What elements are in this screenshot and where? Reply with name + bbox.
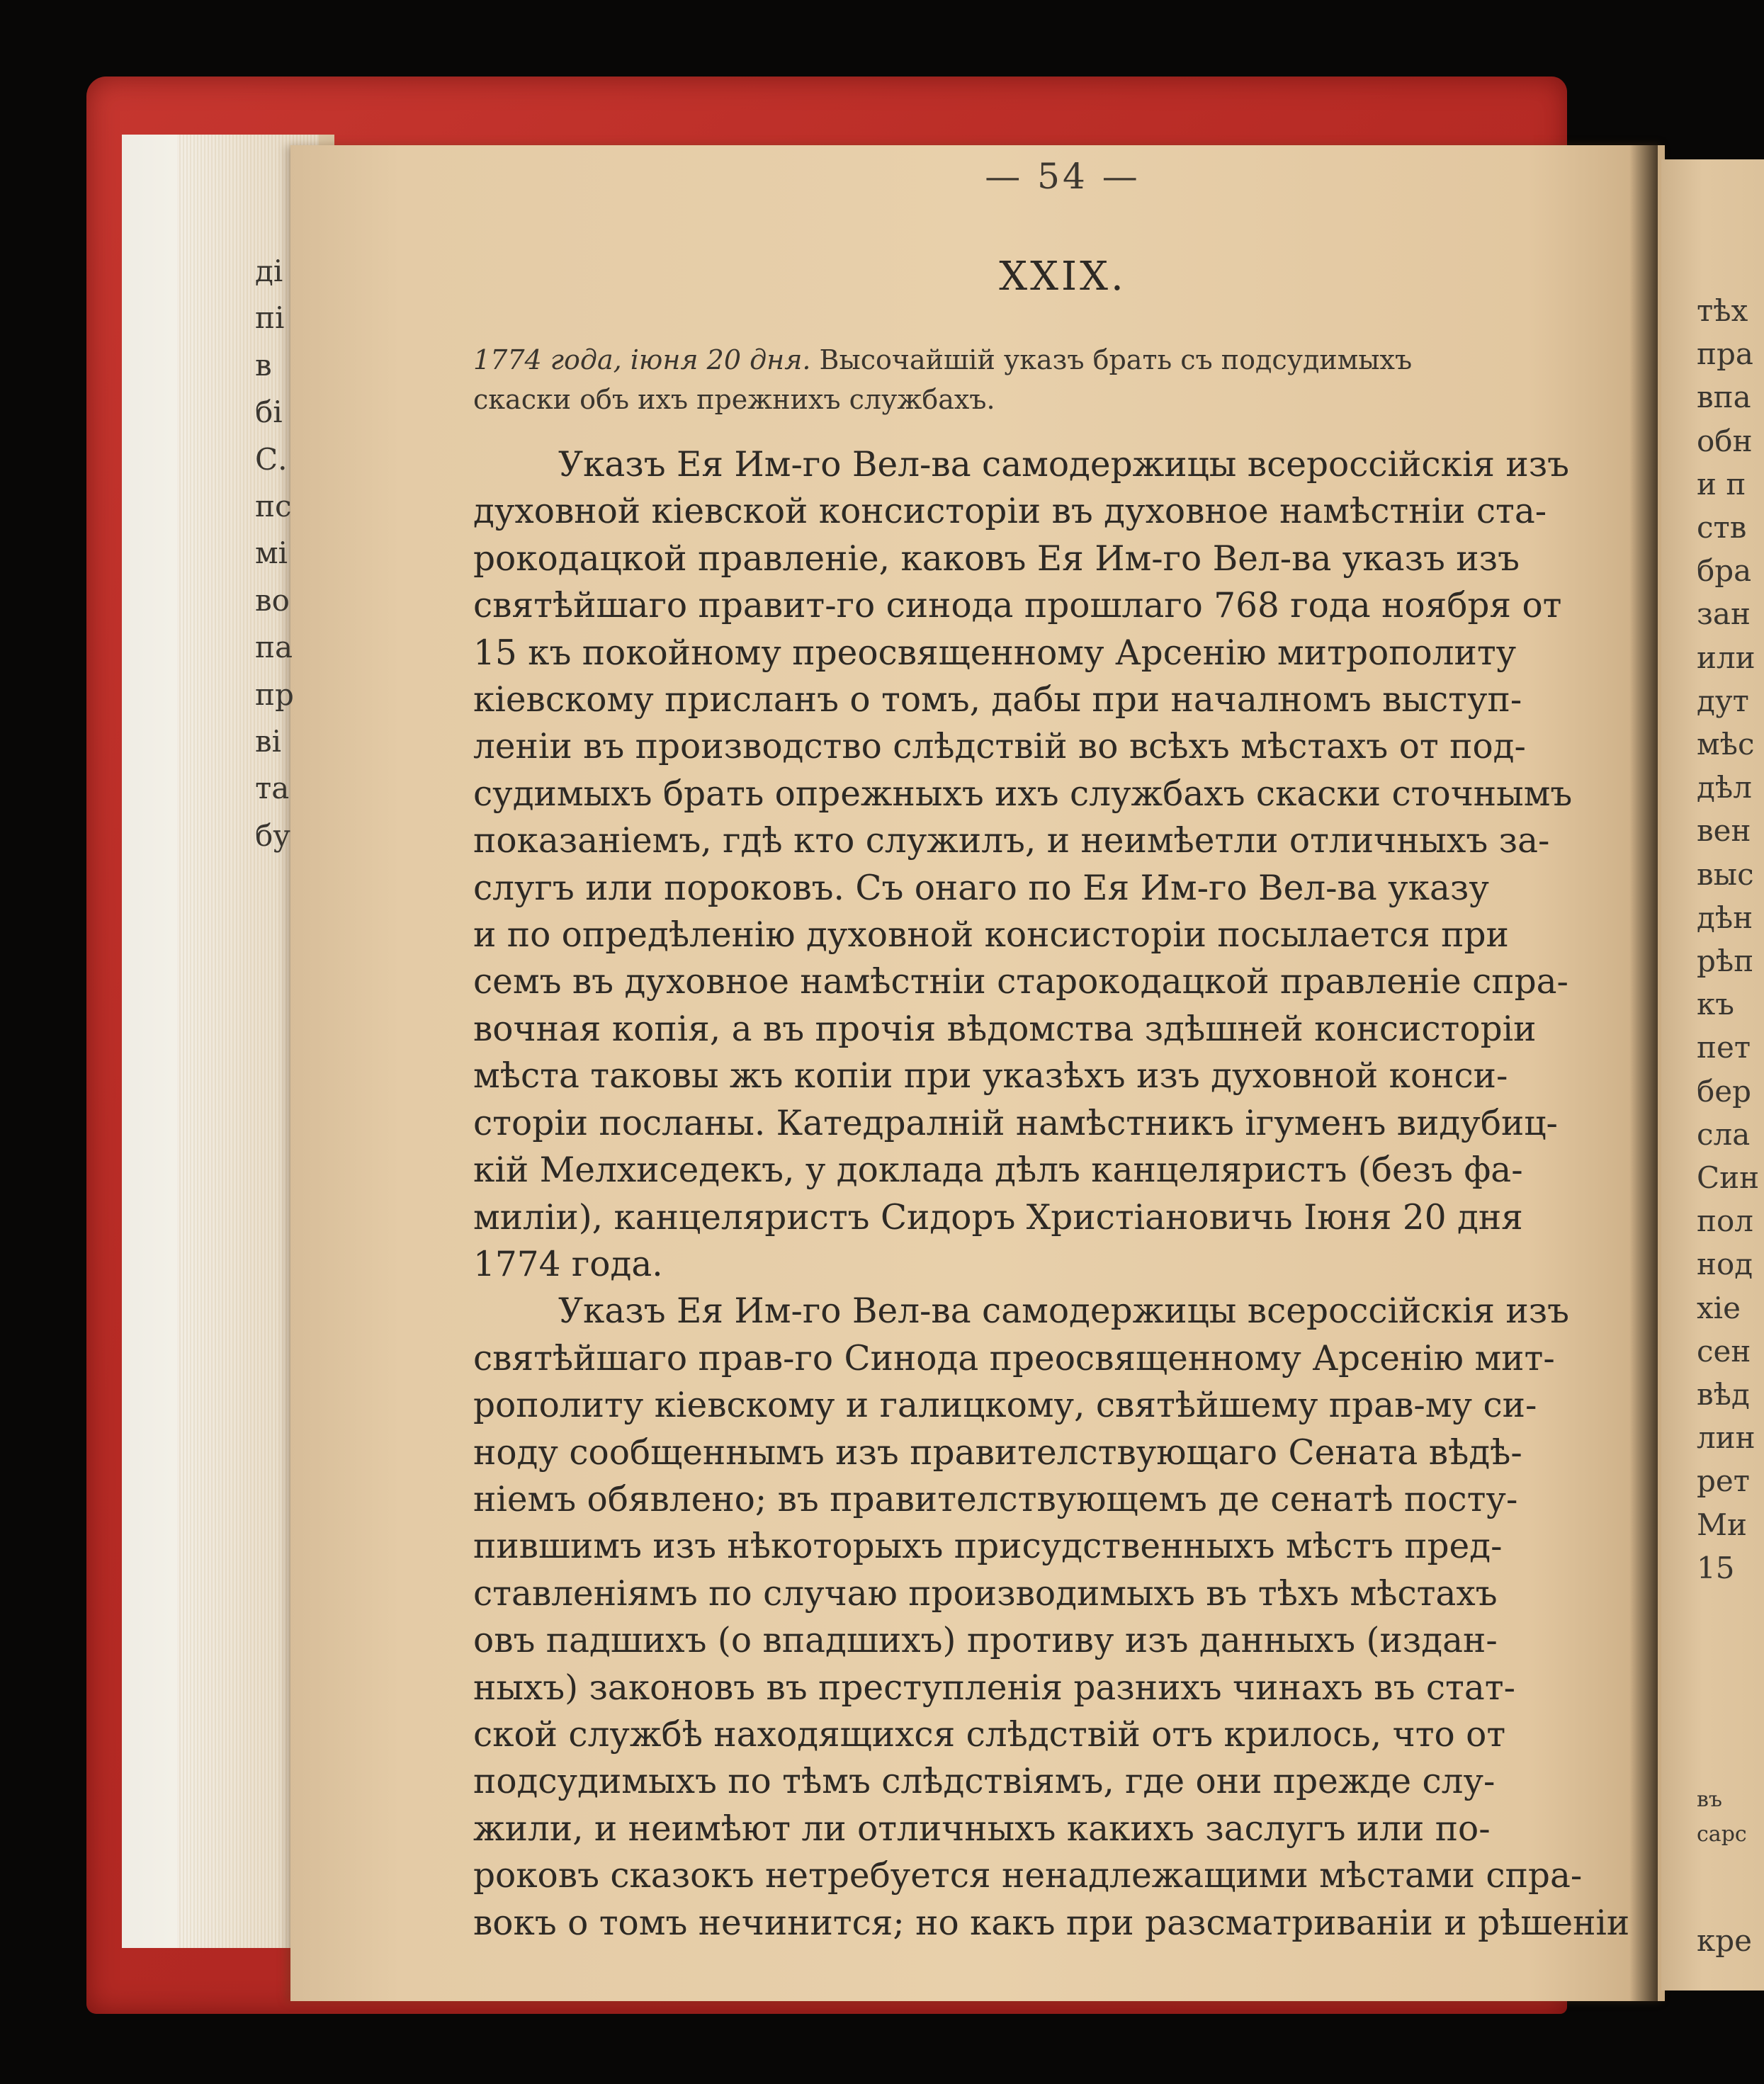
right-page-fragment: пра — [1697, 336, 1753, 372]
body-line: ской службѣ находящихся слѣдствій отъ крилось, что от — [473, 1714, 1506, 1755]
body-line: духовной кіевской консисторіи въ духовное намѣстніи ста- — [473, 492, 1547, 532]
body-text — [473, 441, 1642, 1947]
body-line: ныхъ) законовъ въ преступленія разнихъ чинахъ въ стат- — [473, 1667, 1515, 1708]
body-line: сторіи посланы. Катедралній намѣстникъ ігуменъ видубиц- — [473, 1103, 1558, 1143]
page-number: — 54 — — [985, 156, 1141, 197]
right-page-tail-line: сарс — [1697, 1822, 1747, 1847]
body-line: кіевскому присланъ о томъ, дабы при началномъ выступ- — [473, 680, 1522, 720]
body-line: вочная копія, а въ прочія вѣдомства здѣшней консисторіи — [473, 1009, 1537, 1049]
left-page-fragment: пі — [255, 300, 285, 336]
body-line: святѣйшаго правит-го синода прошлаго 768 года ноября от — [473, 586, 1562, 626]
body-line: леніи въ производство слѣдствій во всѣхъ мѣстахъ от под- — [473, 727, 1526, 767]
right-page-fragment: пет — [1697, 1030, 1751, 1065]
left-page-fragment: бі — [255, 395, 283, 430]
left-page-fragment: мі — [255, 536, 288, 571]
body-line: вокъ о томъ нечинится; но какъ при разсматриваніи и рѣшеніи — [473, 1903, 1630, 1943]
right-page-fragment: хіе — [1697, 1290, 1741, 1325]
right-page-tail-line: въ — [1697, 1787, 1722, 1812]
body-line: подсудимыхъ по тѣмъ слѣдствіямъ, где они прежде слу- — [473, 1762, 1496, 1802]
right-page-fragment: выс — [1697, 856, 1754, 892]
left-page-fragment: ді — [255, 254, 283, 288]
right-page-fragment: мѣс — [1697, 727, 1755, 762]
document-heading — [473, 340, 1642, 419]
body-line: кій Мелхиседекъ, у доклада дѣлъ канцеляристъ (безъ фа- — [473, 1150, 1523, 1191]
left-page-fragment: пр — [255, 676, 294, 712]
right-page-fragment: къ — [1697, 987, 1734, 1022]
left-page-fragment: ві — [255, 724, 282, 759]
body-line: Указъ Ея Им-го Вел-ва самодержицы всероссійскія изъ — [558, 445, 1570, 485]
body-line: овъ падшихъ (о впадшихъ) противу изъ данныхъ (издан- — [473, 1621, 1498, 1661]
right-page-fragment: зан — [1697, 596, 1751, 632]
right-page-fragment: лин — [1697, 1420, 1755, 1456]
left-page-fragment: С. — [255, 441, 288, 477]
right-page-fragment: рѣп — [1697, 944, 1754, 979]
body-line: святѣйшаго прав-го Синода преосвященному Арсенію мит- — [473, 1338, 1555, 1378]
left-page-fragment: бу — [255, 817, 290, 853]
right-page-fragment: вѣд — [1697, 1377, 1750, 1412]
left-page-fragment: во — [255, 582, 290, 618]
body-line: пившимъ изъ нѣкоторыхъ присудственныхъ мѣстъ пред- — [473, 1527, 1503, 1567]
left-page-fragment: пс — [255, 489, 292, 524]
body-line: жили, и неимѣют ли отличныхъ какихъ заслугъ или по- — [473, 1808, 1491, 1849]
right-page-fragment: или — [1697, 640, 1755, 675]
right-page-fragment: впа — [1697, 380, 1751, 415]
right-page-fragment: дѣн — [1697, 900, 1753, 935]
right-page-fragment: дут — [1697, 683, 1749, 718]
right-page-fragment: рет — [1697, 1463, 1750, 1499]
right-page-fragment: бра — [1697, 553, 1752, 589]
right-page-fragment: вен — [1697, 813, 1751, 849]
right-page-fragment: нод — [1697, 1247, 1753, 1282]
document-date: 1774 года, іюня 20 дня. — [473, 344, 811, 375]
body-line: ставленіямъ по случаю производимыхъ въ тѣхъ мѣстахъ — [473, 1573, 1498, 1614]
right-page-fragment: ств — [1697, 510, 1747, 545]
left-page-text-fragments — [255, 248, 298, 859]
body-line: 15 къ покойному преосвященному Арсенію митрополиту — [473, 633, 1517, 673]
right-page-fragment: тѣх — [1697, 293, 1748, 328]
left-page-fragment: та — [255, 771, 290, 806]
body-line: показаніемъ, гдѣ кто служилъ, и неимѣетли отличныхъ за- — [473, 821, 1550, 861]
body-line: Указъ Ея Им-го Вел-ва самодержицы всероссійскія изъ — [558, 1291, 1570, 1332]
right-page-fragment: бер — [1697, 1073, 1752, 1109]
body-line: роковъ сказокъ нетребуется ненадлежащими мѣстами спра- — [473, 1856, 1583, 1896]
right-page-fragment: и п — [1697, 466, 1746, 502]
body-line: семъ въ духовное намѣстніи старокодацкой правленіе спра- — [473, 962, 1568, 1002]
right-page-fragment: Син — [1697, 1160, 1760, 1196]
chapter-number: XXIX. — [999, 254, 1126, 300]
right-page-tail-line: кре — [1697, 1923, 1752, 1958]
body-line: миліи), канцеляристъ Сидоръ Христіановичь Іюня 20 дня — [473, 1197, 1523, 1238]
body-line: рополиту кіевскому и галицкому, святѣйшему прав-му си- — [473, 1386, 1537, 1426]
right-page-fragment: 15 — [1697, 1550, 1735, 1585]
body-line: рокодацкой правленіе, каковъ Ея Им-го Вел-ва указъ изъ — [473, 538, 1520, 579]
right-page-fragment: сла — [1697, 1116, 1751, 1152]
right-page-fragment: дѣл — [1697, 770, 1752, 805]
heading-line: Высочайшій указъ брать съ подсудимыхъ — [819, 344, 1413, 375]
body-line: 1774 года. — [473, 1244, 663, 1284]
body-line: слугъ или пороковъ. Съ онаго по Ея Им-го Вел-ва указу — [473, 868, 1489, 908]
body-line: и по опредѣленію духовной консисторіи посылается при — [473, 915, 1509, 956]
left-page-fragment: в — [255, 347, 272, 383]
body-line: мѣста таковы жъ копіи при указѣхъ изъ духовной конси- — [473, 1056, 1508, 1097]
body-line: ніемъ обявлено; въ правителствующемъ де сенатѣ посту- — [473, 1479, 1518, 1519]
body-line: судимыхъ брать опрежныхъ ихъ службахъ скаски сточнымъ — [473, 774, 1573, 814]
body-line: ноду сообщеннымъ изъ правителствующаго Сената вѣдѣ- — [473, 1432, 1522, 1473]
right-page-fragment: сен — [1697, 1333, 1751, 1369]
right-page-fragment: Ми — [1697, 1507, 1747, 1542]
right-page-text-fragments — [1697, 289, 1764, 1590]
right-page-fragment: обн — [1697, 423, 1753, 458]
heading-line: скаски объ ихъ прежнихъ службахъ. — [473, 384, 995, 415]
left-page-fragment: па — [255, 630, 293, 665]
right-page-fragment: пол — [1697, 1204, 1753, 1239]
